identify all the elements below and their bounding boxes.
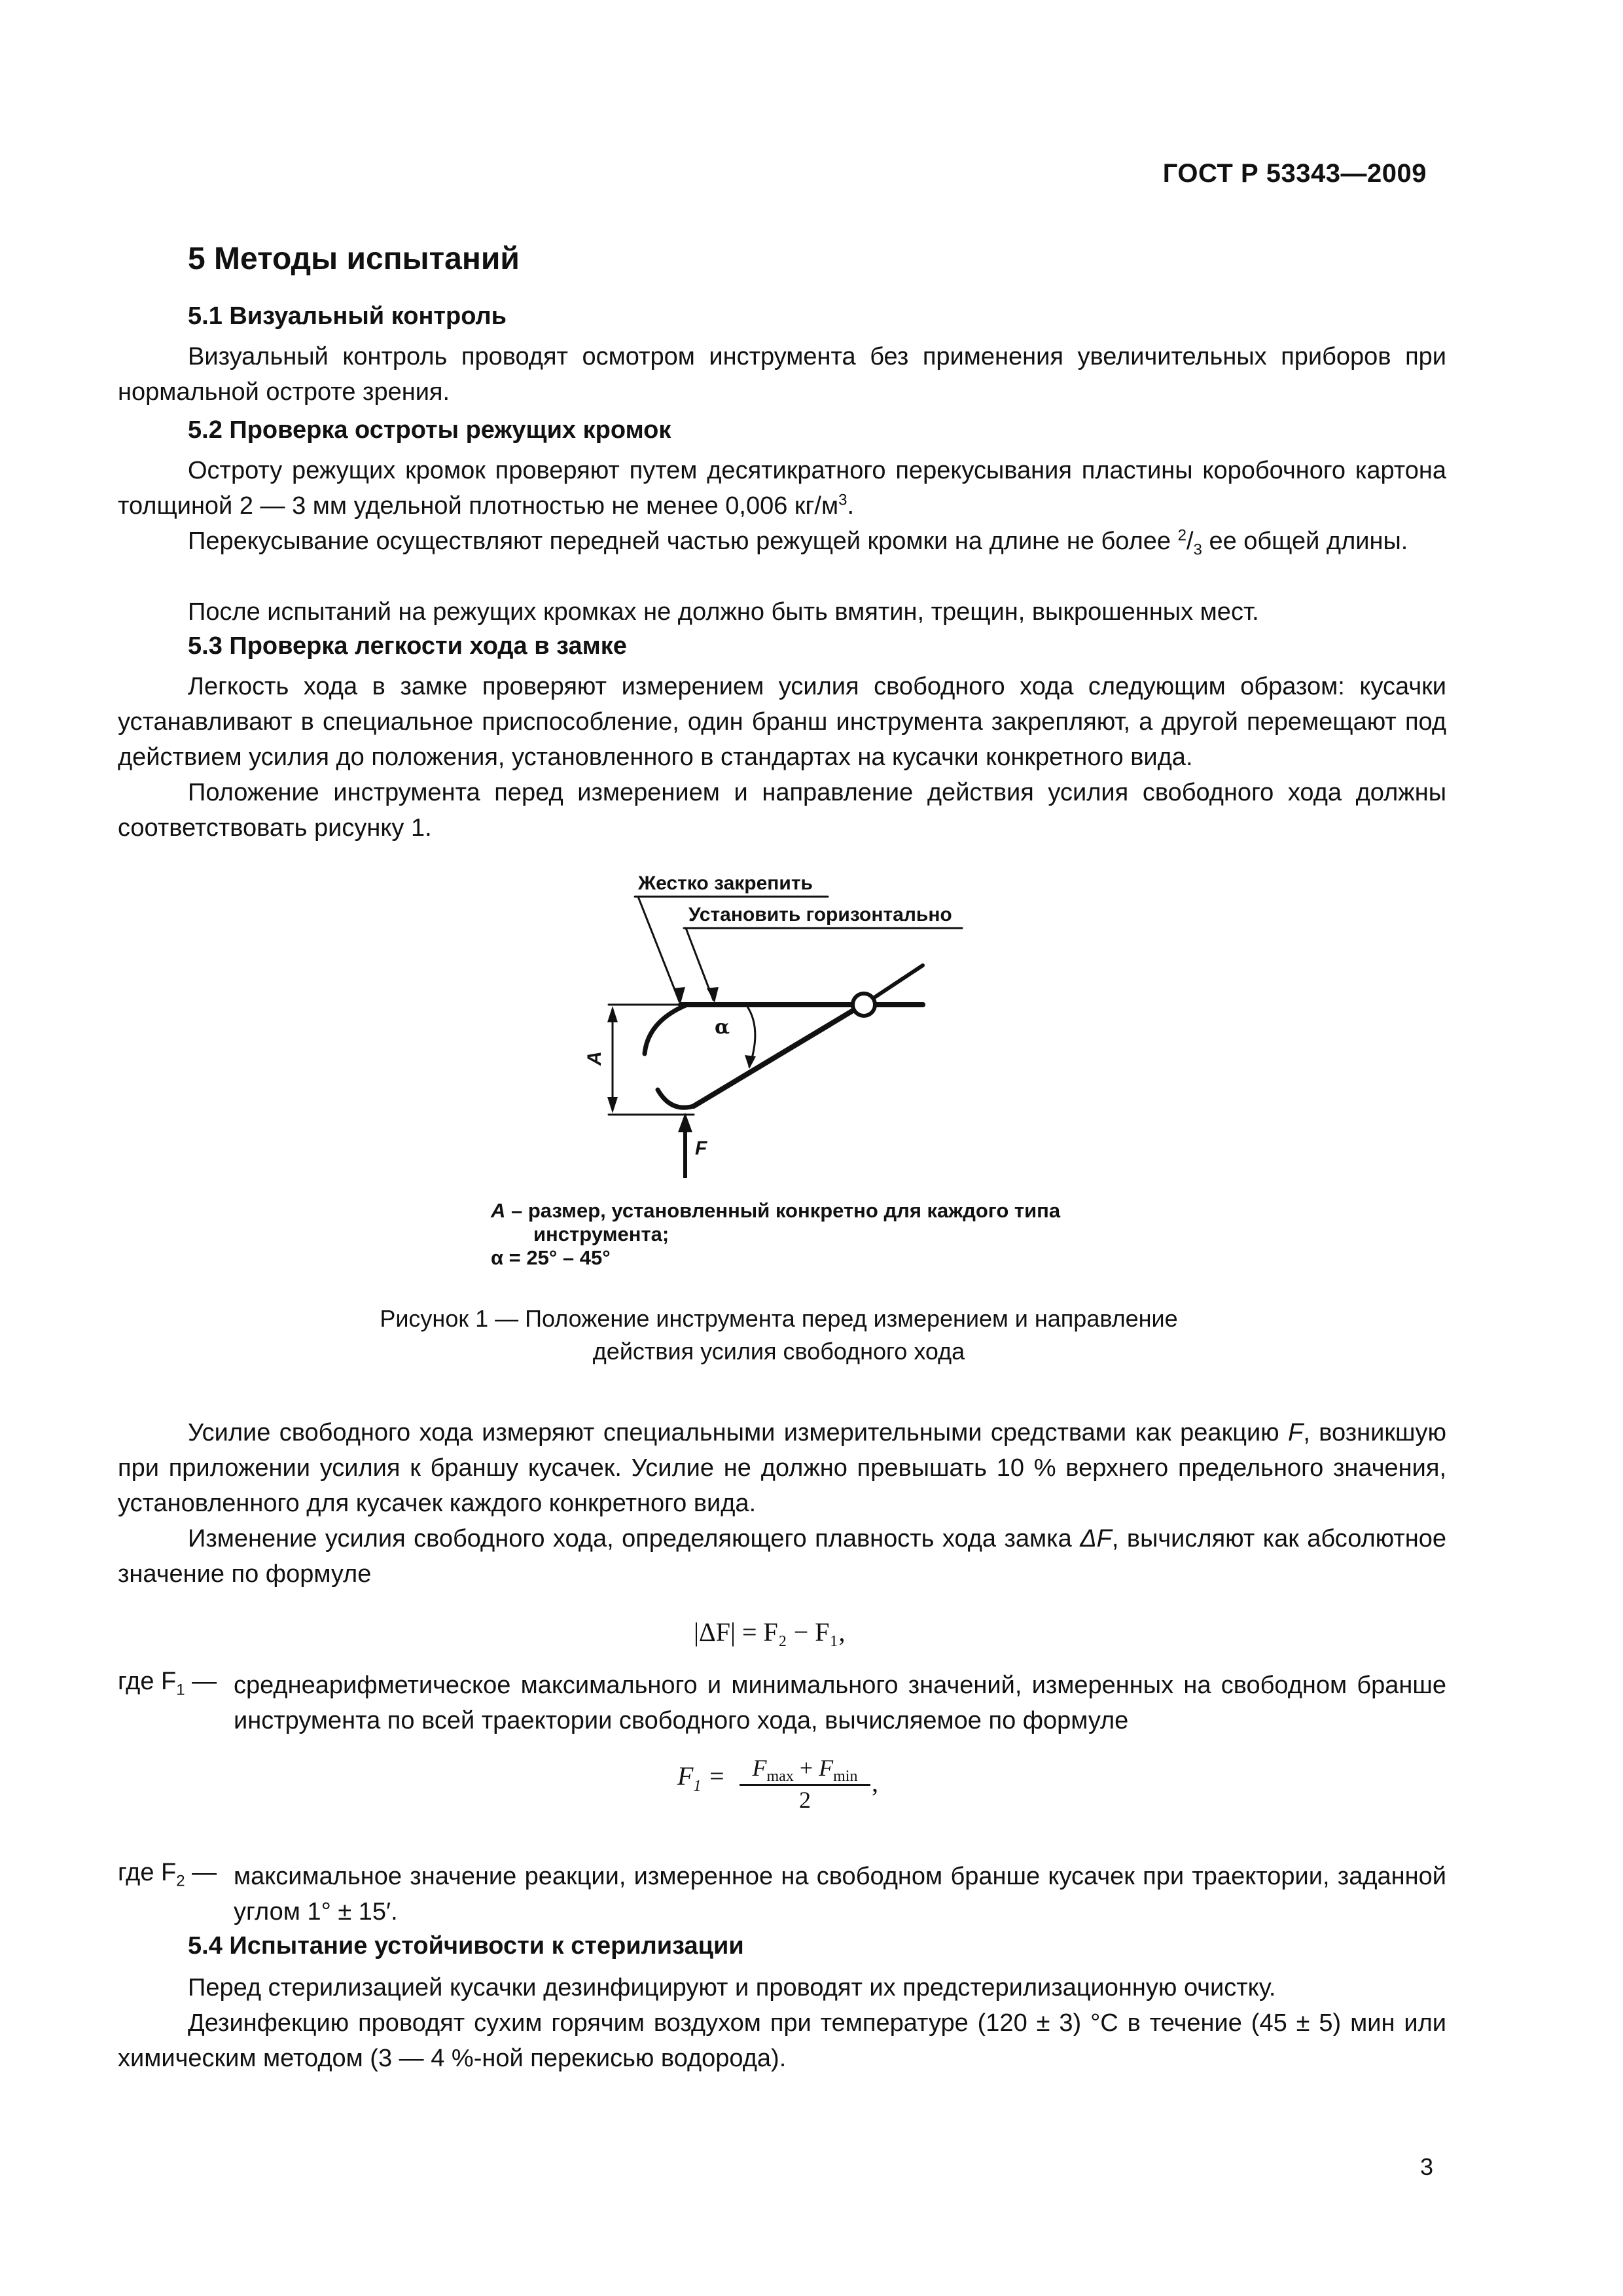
section-title: 5 Методы испытаний (188, 242, 520, 276)
dimension-arrow (607, 1006, 618, 1022)
label-fix-rigidly: Жестко закрепить (638, 872, 813, 894)
paragraph: Изменение усилия свободного хода, определяющего плавность хода замка ΔF, вычисляют как абсолютное значение по формуле (118, 1525, 1446, 1588)
paragraph: Перекусывание осуществляют передней частью режущей кромки на длине не более $^2/_3$ ее общей длины. (188, 526, 1408, 559)
paragraph: Усилие свободного хода измеряют специальными измерительными средствами как реакцию F, возникшую при приложении усилия к браншу кусачек. Усилие не должно превышать 10 % верхнего предельного значения, установленного для кусачек каждого конкретного вида. (118, 1419, 1446, 1517)
paragraph: Дезинфекцию проводят сухим горячим воздухом при температуре (120 ± 3) °С в течение (45 ± 5) мин или химическим методом (3 — 4 %-ной перекисью водорода). (118, 2009, 1446, 2072)
paragraph: Легкость хода в замке проверяют измерением усилия свободного хода следующим образом: кусачки устанавливают в специальное приспособление, один бранш инструмента закрепляют, а другой перемещают под действием усилия до положения, установленного в стандартах на кусачки конкретного вида. (118, 673, 1446, 771)
paragraph: После испытаний на режущих кромках не должно быть вмятин, трещин, выкрошенных мест. (188, 598, 1259, 626)
label-force: F (695, 1138, 707, 1159)
where-label: где $F_1$ — (118, 1668, 217, 1699)
figure-legend: A – размер, установленный конкретно для каждого типа инструмента; α = 25° – 45° (491, 1199, 1061, 1269)
label-alpha: α (715, 1016, 730, 1039)
leader-line (686, 928, 713, 1000)
paragraph: Остроту режущих кромок проверяют путем десятикратного перекусывания пластины коробочного картона толщиной 2 — 3 мм удельной плотностью не менее 0,006 $кг/м^3$. (118, 457, 1446, 520)
subsection-5-4-title: 5.4 Испытание устойчивости к стерилизации (188, 1932, 744, 1960)
handle-extension (870, 965, 923, 1000)
subsection-5-2-title: 5.2 Проверка остроты режущих кромок (188, 416, 671, 444)
subsection-5-3-title: 5.3 Проверка легкости хода в замке (188, 632, 627, 660)
upper-tip (645, 1005, 687, 1054)
figure-caption: Рисунок 1 — Положение инструмента перед измерением и направление действия усилия свободного хода (380, 1305, 1178, 1365)
leader-arrow (707, 987, 719, 1003)
page-number: 3 (1419, 2153, 1433, 2180)
where-text: среднеарифметическое максимального и минимального значений, измеренных на свободном бранше инструмента по всей траектории свободного хода, вычисляемое по формуле (234, 1672, 1446, 1734)
formula-f1-fraction: $F_{max} + F_{min}$ 2 (740, 1754, 870, 1814)
paragraph: Перед стерилизацией кусачки дезинфицируют и проводят их предстерилизационную очистку. (188, 1974, 1276, 2001)
dimension-arrow (607, 1097, 618, 1113)
where-text: максимальное значение реакции, измеренное на свободном бранше кусачек при траектории, заданной углом 1° ± 15′. (234, 1863, 1446, 1926)
formula-f1: $F_1$ = (677, 1761, 726, 1795)
paragraph: Визуальный контроль проводят осмотром инструмента без применения увеличительных приборов при нормальной остроте зрения. (118, 343, 1446, 406)
formula-comma: , (872, 1768, 878, 1797)
subsection-5-1-title: 5.1 Визуальный контроль (188, 302, 507, 330)
arc-arrow (745, 1055, 756, 1069)
force-arrow (678, 1113, 692, 1132)
angle-arc (746, 1005, 755, 1067)
leader-arrow (674, 987, 685, 1003)
document-code: ГОСТ Р 53343—2009 (1162, 159, 1427, 188)
paragraph: Положение инструмента перед измерением и направление действия усилия свободного хода должны соответствовать рисунку 1. (118, 779, 1446, 842)
pivot-circle (853, 994, 875, 1016)
where-label: где $F_2$ — (118, 1859, 217, 1890)
label-set-horizontal: Установить горизонтально (688, 904, 952, 925)
leader-line (638, 897, 679, 1001)
formula-delta-f: |ΔF| = F₂ − F₁, (694, 1617, 846, 1647)
moving-jaw (694, 1008, 857, 1106)
label-dimension-a: A (583, 1051, 605, 1066)
lower-tip (658, 1090, 694, 1107)
